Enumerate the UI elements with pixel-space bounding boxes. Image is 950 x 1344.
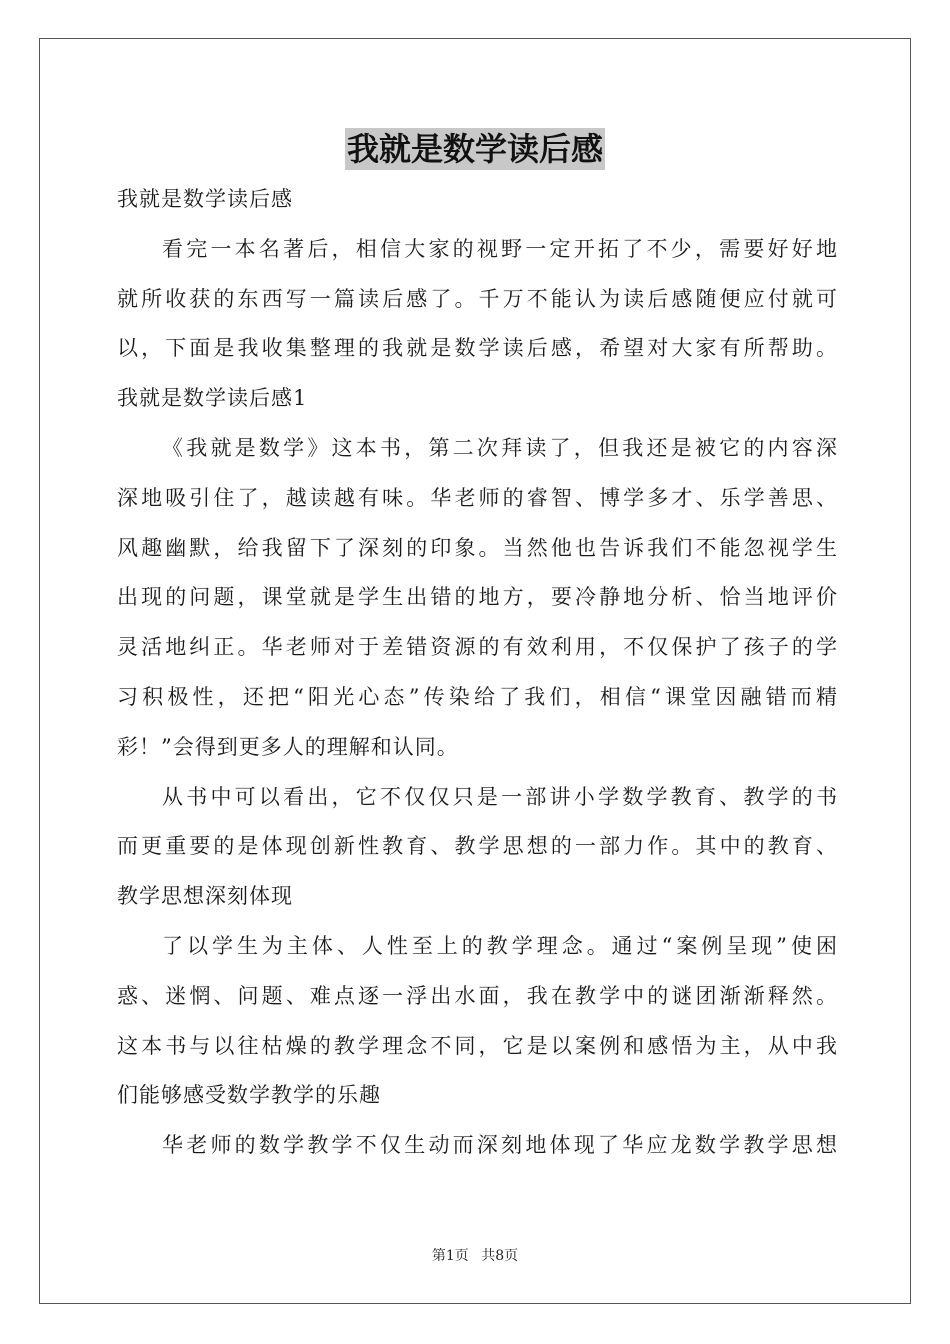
text-line: 看完一本名著后，相信大家的视野一定开拓了不少，需要好好地 (162, 236, 837, 261)
text-line: 华老师的数学教学不仅生动而深刻地体现了华应龙数学教学思想 (162, 1133, 837, 1158)
text-line: 彩！”会得到更多人的理解和认同。 (117, 734, 459, 759)
text-line: 以，下面是我收集整理的我就是数学读后感，希望对大家有所帮助。 (117, 336, 837, 361)
document-body (117, 175, 837, 1171)
text-line: 我就是数学读后感1 (117, 386, 308, 411)
text-line: 们能够感受数学教学的乐趣 (117, 1083, 381, 1108)
text-line: 我就是数学读后感 (117, 187, 293, 211)
text-line: 深地吸引住了，越读越有味。华老师的睿智、博学多才、乐学善思、 (117, 485, 837, 510)
text-line: 教学思想深刻体现 (117, 884, 293, 909)
title-container (0, 128, 950, 170)
text-line: 而更重要的是体现创新性教育、教学思想的一部力作。其中的教育、 (117, 834, 837, 859)
page-total: 共8页 (481, 1248, 519, 1264)
text-line: 惑、迷惘、问题、难点逐一浮出水面，我在教学中的谜团渐渐释然。 (117, 983, 837, 1008)
text-line: 就所收获的东西写一篇读后感了。千万不能认为读后感随便应付就可 (117, 286, 837, 311)
text-line: 出现的问题，课堂就是学生出错的地方，要冷静地分析、恰当地评价 (117, 585, 837, 610)
text-line: 这本书与以往枯燥的教学理念不同，它是以案例和感悟为主，从中我 (117, 1033, 837, 1058)
page-number: 第1页 (431, 1248, 469, 1264)
text-line: 《我就是数学》这本书，第二次拜读了，但我还是被它的内容深 (162, 435, 837, 460)
page-footer (0, 1245, 950, 1265)
text-line: 风趣幽默，给我留下了深刻的印象。当然他也告诉我们不能忽视学生 (117, 535, 837, 560)
text-line: 习积极性，还把“阳光心态”传染给了我们，相信“课堂因融错而精 (117, 684, 837, 709)
text-line: 灵活地纠正。华老师对于差错资源的有效利用，不仅保护了孩子的学 (117, 635, 837, 660)
text-line: 了以学生为主体、人性至上的教学理念。通过“案例呈现”使困 (162, 933, 837, 958)
document-title: 我就是数学读后感 (346, 130, 603, 168)
text-line: 从书中可以看出，它不仅仅只是一部讲小学数学教育、教学的书 (162, 784, 837, 809)
